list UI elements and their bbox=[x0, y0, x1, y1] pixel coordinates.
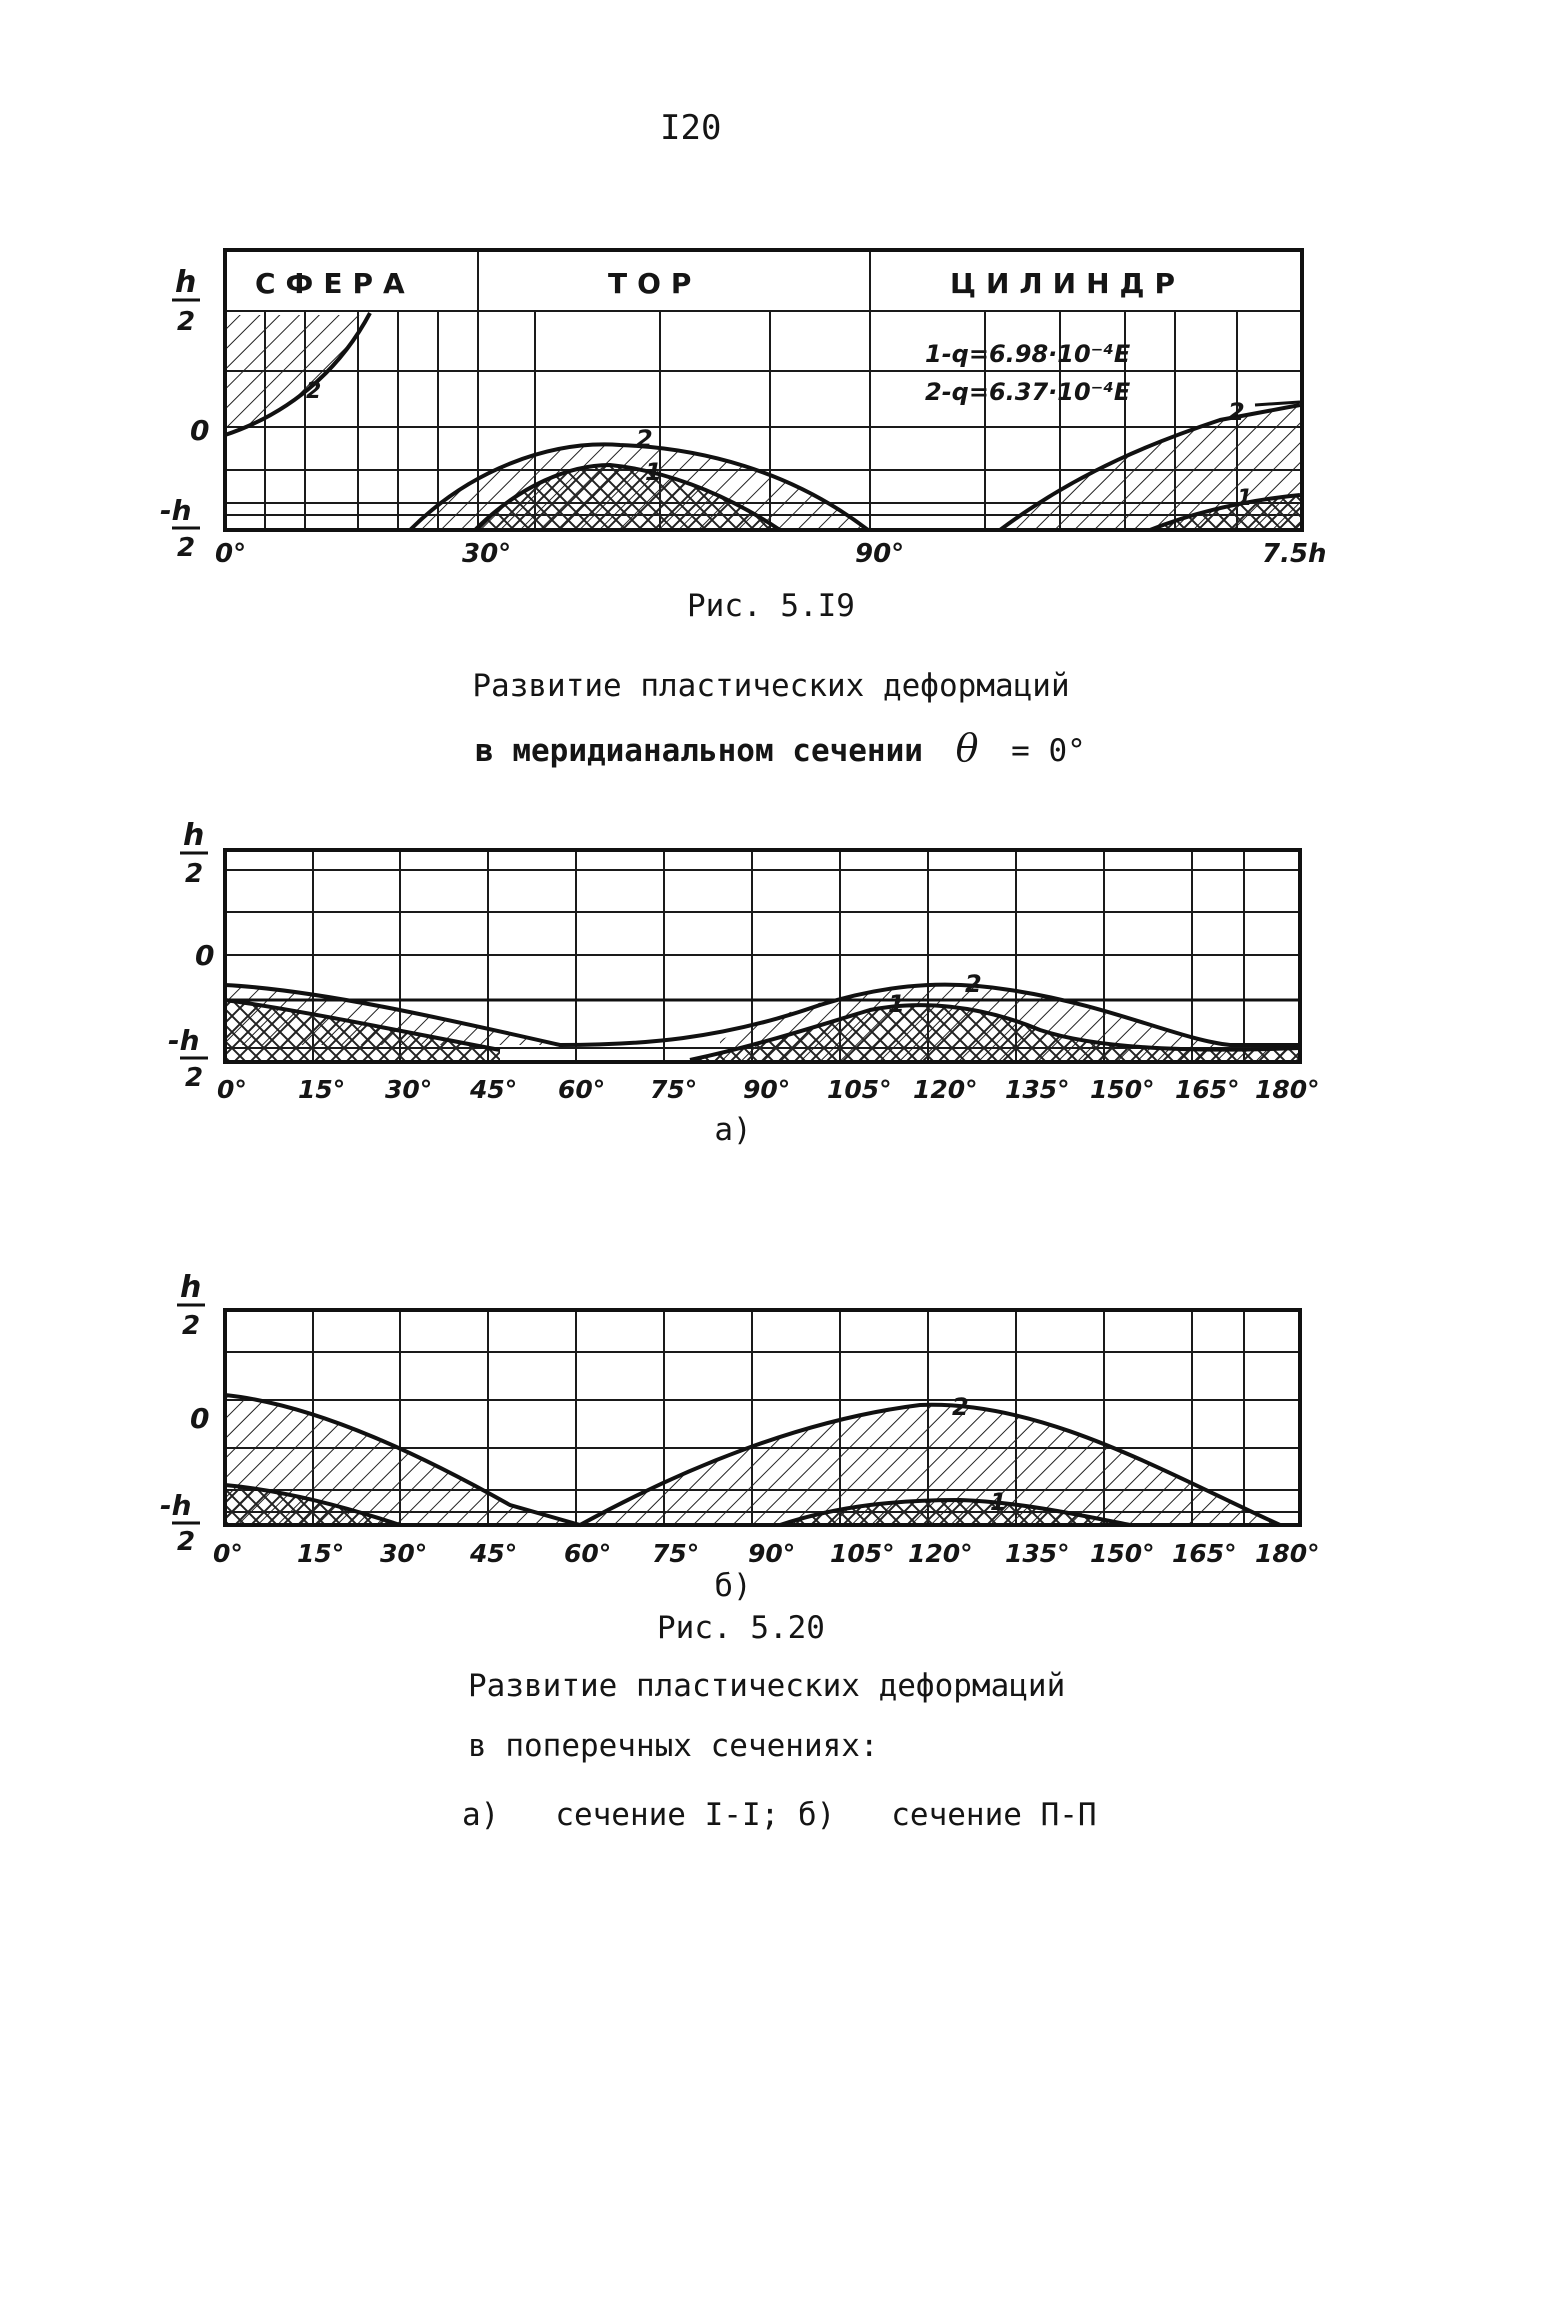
fig19-caption-line2 bbox=[475, 726, 1086, 770]
fig20b-x-label: 90° bbox=[748, 1539, 796, 1568]
fig19-curve-label-2-sphere: 2 bbox=[306, 379, 322, 404]
fig19-x-end: 7.5h bbox=[1262, 539, 1327, 569]
fig20a-x-label: 0° bbox=[217, 1075, 247, 1104]
fig19-legend-2: 2-q=6.37·10⁻⁴E bbox=[925, 378, 1131, 406]
fig19-curve-label-2-cyl: 2 bbox=[1228, 398, 1245, 426]
fig20b-x-label: 105° bbox=[830, 1539, 895, 1568]
fig19-section-cylinder: ЦИЛИНДР bbox=[950, 267, 1185, 300]
fig20a-sublabel: а) bbox=[714, 1112, 752, 1148]
fig19-y-bottom: -h bbox=[160, 494, 192, 527]
fig20a-y-bottom: -h bbox=[168, 1024, 200, 1057]
fig20a-x-labels bbox=[217, 1075, 1320, 1104]
fig20-caption-line2: в поперечных сечениях: bbox=[468, 1728, 879, 1764]
fig20a-y-mid: 0 bbox=[195, 939, 215, 972]
fig19-y-mid: 0 bbox=[190, 414, 210, 447]
fig20a-x-label: 60° bbox=[558, 1075, 606, 1104]
fig20a-x-label: 180° bbox=[1255, 1075, 1320, 1104]
fig19-section-sphere: СФЕРА bbox=[255, 267, 415, 300]
fig20a-y-bottom-den: 2 bbox=[185, 1063, 204, 1093]
fig19-caption-number: Рис. 5.I9 bbox=[687, 588, 855, 624]
fig20b-x-label: 165° bbox=[1172, 1539, 1237, 1568]
fig20-caption-line3: а) сечение I-I; б) сечение П-П bbox=[462, 1797, 1097, 1833]
fig19-x-90: 90° bbox=[855, 539, 905, 569]
fig19-sphere-zone bbox=[225, 315, 370, 435]
fig20b-x-label: 180° bbox=[1255, 1539, 1320, 1568]
fig20b-x-label: 135° bbox=[1005, 1539, 1070, 1568]
fig20b-y-mid: 0 bbox=[190, 1402, 210, 1435]
fig20-caption-line1: Развитие пластических деформаций bbox=[468, 1668, 1066, 1704]
page-number: I20 bbox=[660, 108, 722, 148]
fig19-caption-line1: Развитие пластических деформаций bbox=[472, 668, 1070, 704]
fig20-caption-number: Рис. 5.20 bbox=[657, 1610, 825, 1646]
fig20a-x-label: 15° bbox=[298, 1075, 346, 1104]
fig20b-x-label: 75° bbox=[652, 1539, 700, 1568]
fig20a-x-label: 30° bbox=[385, 1075, 433, 1104]
fig20b-sublabel: б) bbox=[714, 1568, 752, 1604]
fig20b-x-label: 30° bbox=[380, 1539, 428, 1568]
fig20a-x-label: 165° bbox=[1175, 1075, 1240, 1104]
fig19-legend-1: 1-q=6.98·10⁻⁴E bbox=[925, 340, 1131, 368]
fig19-caption-theta: θ bbox=[955, 726, 979, 770]
fig20b-x-label: 150° bbox=[1090, 1539, 1155, 1568]
fig20a-x-label: 90° bbox=[743, 1075, 791, 1104]
fig19-curve-label-1-cyl: 1 bbox=[1237, 486, 1253, 511]
fig19-y-bottom-den: 2 bbox=[177, 533, 196, 563]
fig20b-x-label: 0° bbox=[213, 1539, 243, 1568]
fig20a-x-label: 135° bbox=[1005, 1075, 1070, 1104]
fig20a-x-label: 75° bbox=[650, 1075, 698, 1104]
fig20b-curve-label-2: 2 bbox=[952, 1393, 969, 1421]
fig20a-y-top: h bbox=[183, 818, 205, 853]
fig19-caption-line2-value: = 0° bbox=[1011, 733, 1086, 769]
fig20b-x-labels bbox=[213, 1539, 1320, 1568]
fig19-curve-label-1: 1 bbox=[645, 458, 662, 486]
fig20a-x-label: 105° bbox=[827, 1075, 892, 1104]
fig20b-y-bottom: -h bbox=[160, 1489, 192, 1522]
fig20b-curve-label-1: 1 bbox=[990, 1488, 1007, 1516]
fig20b-x-label: 120° bbox=[908, 1539, 973, 1568]
fig19-y-top-den: 2 bbox=[177, 307, 196, 337]
fig19-x-0: 0° bbox=[215, 539, 247, 569]
fig20a-x-label: 120° bbox=[913, 1075, 978, 1104]
fig20b-x-label: 15° bbox=[297, 1539, 345, 1568]
fig20a-x-label: 45° bbox=[470, 1075, 518, 1104]
fig19-curve-label-2: 2 bbox=[636, 425, 653, 453]
fig20a-y-top-den: 2 bbox=[185, 859, 204, 889]
fig19-x-30: 30° bbox=[462, 539, 512, 569]
fig20a-x-label: 150° bbox=[1090, 1075, 1155, 1104]
fig20b-y-bottom-den: 2 bbox=[177, 1527, 196, 1557]
fig20b-x-label: 45° bbox=[470, 1539, 518, 1568]
fig20b-x-label: 60° bbox=[564, 1539, 612, 1568]
figure-5-19 bbox=[160, 250, 1327, 569]
fig20a-curve-label-2: 2 bbox=[965, 970, 982, 998]
fig20a-curve-label-1: 1 bbox=[888, 990, 905, 1018]
fig20b-y-top-den: 2 bbox=[182, 1311, 201, 1341]
fig19-caption-line2-text: в меридианальном сечении bbox=[475, 733, 923, 769]
fig19-y-top: h bbox=[175, 265, 197, 300]
fig19-section-torus: ТОР bbox=[608, 267, 702, 300]
figure-5-20a bbox=[168, 818, 1320, 1104]
fig20b-y-top: h bbox=[180, 1270, 202, 1305]
figure-5-20b bbox=[160, 1270, 1320, 1568]
